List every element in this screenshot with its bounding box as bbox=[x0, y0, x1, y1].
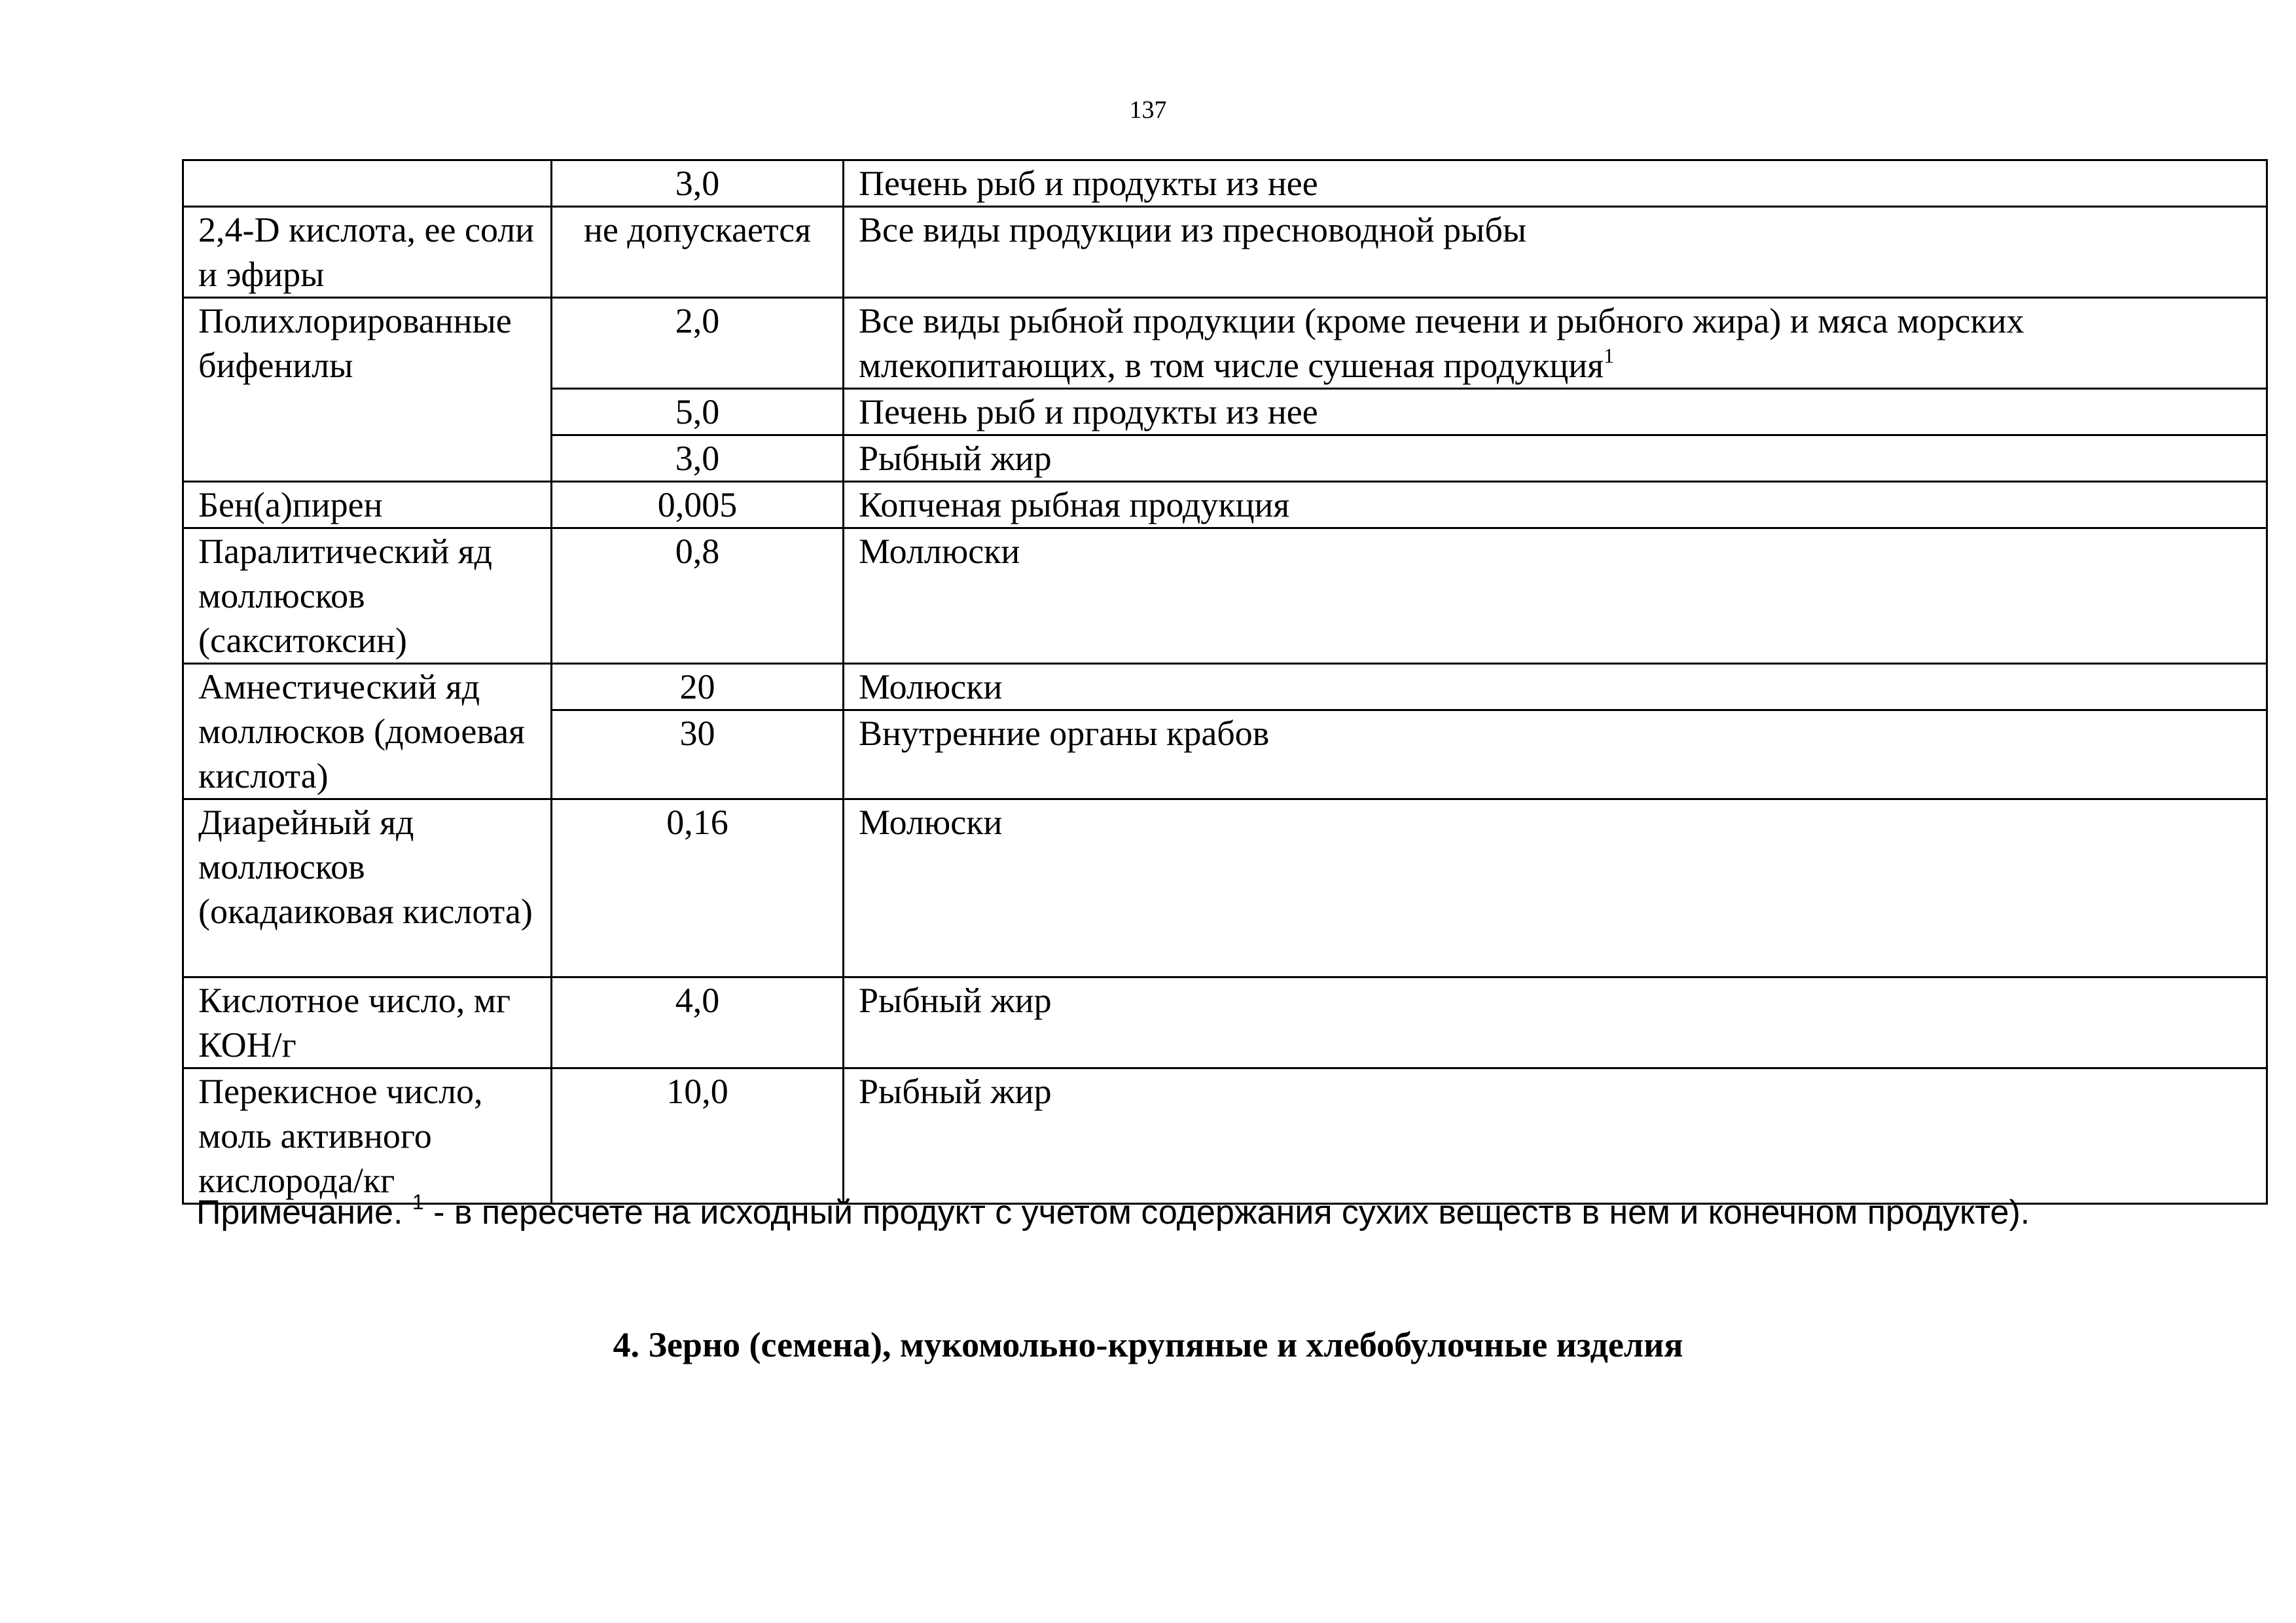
product-cell: Рыбный жир bbox=[844, 977, 2267, 1068]
value-cell: 3,0 bbox=[552, 160, 844, 207]
value-cell: не допускается bbox=[552, 207, 844, 298]
indicator-cell: 2,4-D кислота, ее соли и эфиры bbox=[183, 207, 552, 298]
footnote-marker: 1 bbox=[1604, 344, 1615, 367]
value-cell: 0,005 bbox=[552, 482, 844, 528]
footnote-marker: 1 bbox=[412, 1190, 424, 1214]
value-cell: 30 bbox=[552, 710, 844, 799]
contaminant-limits-table bbox=[182, 159, 2268, 1205]
footnote-label: Примечание. bbox=[196, 1194, 403, 1231]
product-cell: Все виды продукции из пресноводной рыбы bbox=[844, 207, 2267, 298]
table-row bbox=[183, 207, 2267, 298]
product-cell: Печень рыб и продукты из нее bbox=[844, 160, 2267, 207]
product-cell: Рыбный жир bbox=[844, 435, 2267, 482]
table-row bbox=[183, 977, 2267, 1068]
product-cell bbox=[844, 298, 2267, 389]
product-text: Все виды рыбной продукции (кроме печени и рыбного жира) и мяса морских млекопитающих, в том числе сушеная продукция bbox=[859, 301, 2024, 385]
footnote-text: - в пересчете на исходный продукт с учетом содержания сухих веществ в нем и конечном продукте). bbox=[423, 1194, 2030, 1231]
table-row bbox=[183, 528, 2267, 664]
table-row bbox=[183, 298, 2267, 389]
product-cell: Молюски bbox=[844, 799, 2267, 977]
product-cell: Копченая рыбная продукция bbox=[844, 482, 2267, 528]
indicator-cell: Бен(а)пирен bbox=[183, 482, 552, 528]
value-cell: 5,0 bbox=[552, 389, 844, 435]
table-row bbox=[183, 482, 2267, 528]
value-cell: 4,0 bbox=[552, 977, 844, 1068]
indicator-cell: Перекисное число, моль активного кислорода/кг bbox=[183, 1068, 552, 1204]
indicator-cell: Паралитический яд моллюсков (сакситоксин) bbox=[183, 528, 552, 664]
value-cell: 10,0 bbox=[552, 1068, 844, 1204]
table-row bbox=[183, 799, 2267, 977]
product-cell: Моллюски bbox=[844, 528, 2267, 664]
table-row bbox=[183, 160, 2267, 207]
product-cell: Молюски bbox=[844, 664, 2267, 710]
value-cell: 0,16 bbox=[552, 799, 844, 977]
value-cell: 2,0 bbox=[552, 298, 844, 389]
section-heading: 4. Зерно (семена), мукомольно-крупяные и хлебобулочные изделия bbox=[613, 1325, 1683, 1364]
product-cell: Внутренние органы крабов bbox=[844, 710, 2267, 799]
value-cell: 0,8 bbox=[552, 528, 844, 664]
indicator-cell bbox=[183, 160, 552, 207]
value-cell: 3,0 bbox=[552, 435, 844, 482]
indicator-cell: Амнестический яд моллюсков (домоевая кислота) bbox=[183, 664, 552, 799]
indicator-cell: Диарейный яд моллюсков (окадаиковая кислота) bbox=[183, 799, 552, 977]
footnote bbox=[196, 1190, 2030, 1235]
product-cell: Печень рыб и продукты из нее bbox=[844, 389, 2267, 435]
table-row bbox=[183, 664, 2267, 710]
indicator-cell: Кислотное число, мг КОН/г bbox=[183, 977, 552, 1068]
product-cell: Рыбный жир bbox=[844, 1068, 2267, 1204]
table-row bbox=[183, 1068, 2267, 1204]
value-cell: 20 bbox=[552, 664, 844, 710]
indicator-cell: Полихлорированные бифенилы bbox=[183, 298, 552, 482]
page-number: 137 bbox=[1129, 96, 1167, 124]
